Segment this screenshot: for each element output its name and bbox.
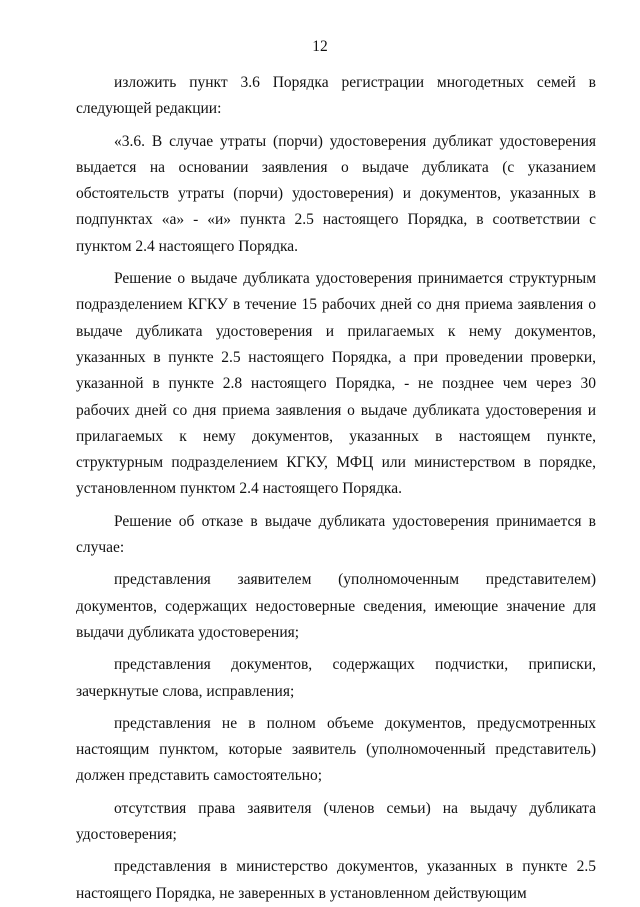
paragraph-refusal-reason-4: отсутствия права заявителя (членов семьи) на выдачу дубликата удостоверения; bbox=[76, 799, 596, 844]
paragraph-refusal-intro: Решение об отказе в выдаче дубликата удостоверения принимается в случае: bbox=[76, 512, 596, 557]
paragraph-decision-issue: Решение о выдаче дубликата удостоверения принимается структурным подразделением КГКУ в течение 15 рабочих дней со дня приема заявления о выдаче дубликата удостоверения и прилагаемых к нему документов, указанных в пункте 2.5 настоящего Порядка, а при проведении проверки, указанной в пункте 2.8 настоящего Порядка, - не позднее чем через 30 рабочих дней со дня приема заявления о выдаче дубликата удостоверения и прилагаемых к нему документов, указанных в настоящем пункте, структурным подразделением КГКУ, МФЦ или министерством в порядке, установленном пунктом 2.4 настоящего Порядка. bbox=[76, 270, 596, 498]
paragraph-refusal-reason-3: представления не в полном объеме документов, предусмотренных настоящим пунктом, которые заявитель (уполномоченный представитель) должен представить самостоятельно; bbox=[76, 714, 596, 785]
paragraph-refusal-reason-2: представления документов, содержащих подчистки, приписки, зачеркнутые слова, исправления; bbox=[76, 656, 596, 700]
document-body bbox=[76, 70, 596, 907]
paragraph-item-3-6: «3.6. В случае утраты (порчи) удостоверения дубликат удостоверения выдается на основании заявления о выдаче дубликата (с указанием обстоятельств утраты (порчи) удостоверения) и документов, указанных в подпунктах «а» - «и» пункта 2.5 настоящего Порядка, в соответствии с пунктом 2.4 настоящего Порядка. bbox=[76, 132, 596, 255]
paragraph-amendment-intro: изложить пункт 3.6 Порядка регистрации многодетных семей в следующей редакции: bbox=[76, 74, 596, 118]
paragraph-refusal-reason-1: представления заявителем (уполномоченным представителем) документов, содержащих недостоверные сведения, имеющие значение для выдачи дубликата удостоверения; bbox=[76, 571, 596, 641]
page-number: 12 bbox=[312, 38, 328, 55]
paragraph-refusal-reason-5: представления в министерство документов, указанных в пункте 2.5 настоящего Порядка, не заверенных в установленном действующим bbox=[76, 858, 596, 902]
